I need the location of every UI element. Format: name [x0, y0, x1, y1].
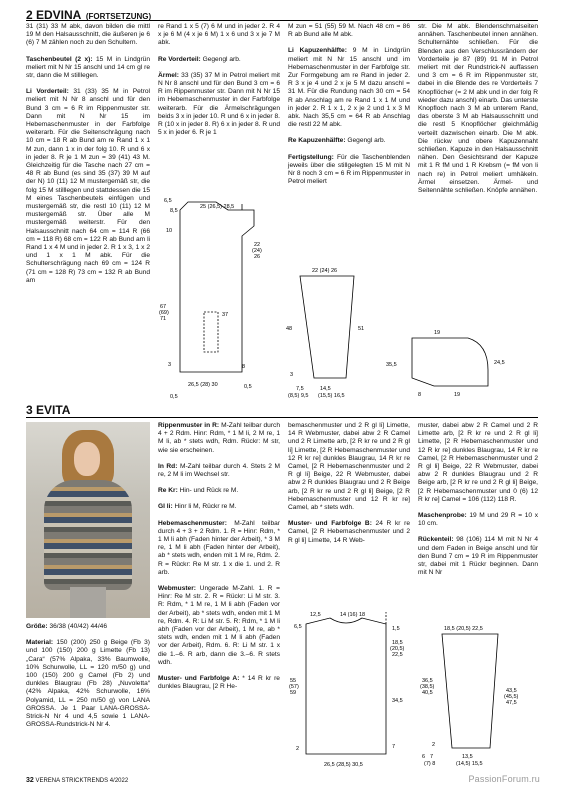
section-title: 2 EDVINA: [26, 8, 82, 22]
paragraph: Re Kr: Hin- und Rück re M.: [158, 487, 239, 495]
svg-text:22 (24) 26: 22 (24) 26: [312, 268, 338, 274]
paragraph: Re Vorderteil: Gegengl arb.: [158, 55, 241, 63]
page-number: 32: [26, 777, 34, 784]
svg-text:(57): (57): [289, 684, 299, 690]
hood-schematic: [384, 320, 534, 400]
model-photo: [26, 422, 150, 618]
edvina-column-1: [26, 23, 150, 293]
svg-text:18,5: 18,5: [392, 640, 403, 646]
paragraph: muster, dabei abw 2 R Camel und 2 R Limette arb, [2 R kr re und 2 R gl li] Limette, [2 R Hebemaschenmuster und 12 R kr re] dunkles Blaugrau, 14 R kr re Camel, [2 R Hebemaschenmuster und 2 R gl li] Beige, 22 R Webmuster, dabei abw 2 R dunkles Blaugrau und 2 R Beige arb, [2 R kr re und 2 R gl li] Beige, [2 R Hebemaschenmuster und 0 (6) 12 R kr re] Camel = 106 (112) 118 R.: [418, 422, 538, 503]
svg-text:19: 19: [454, 392, 461, 398]
paragraph: Maschenprobe: 19 M und 29 R = 10 x 10 cm.: [418, 512, 538, 528]
evita-column-1: [26, 623, 150, 737]
svg-text:(38,5): (38,5): [420, 684, 435, 690]
svg-text:18,5 (20,5) 22,5: 18,5 (20,5) 22,5: [444, 626, 483, 632]
svg-text:37: 37: [222, 312, 229, 318]
svg-text:(8,5) 9,5: (8,5) 9,5: [288, 393, 309, 399]
paragraph: Größe: 36/38 (40/42) 44/46: [26, 623, 108, 630]
svg-text:48: 48: [286, 326, 293, 332]
paragraph: Ärmel: 33 (35) 37 M in Petrol meliert mit N Nr 8 anschl und für den Bund 3 cm = 6 R im Rippenmuster str. Dann mit N Nr 15 im Hebemaschenmuster in der Farbfolge weiterarb. Für die Ärmelschrägungen beids 3 x in jeder 10. R und 6 x in jeder 8. R (10 x in jeder 8. R) 6 x in jeder 8. R und 5 x in jeder 6. R je 1: [158, 71, 280, 137]
svg-text:(45,5): (45,5): [504, 694, 519, 700]
svg-text:43,5: 43,5: [506, 688, 517, 694]
svg-text:(24): (24): [252, 248, 262, 254]
svg-text:26,5 (28) 30: 26,5 (28) 30: [188, 382, 218, 388]
svg-text:1,5: 1,5: [392, 626, 400, 632]
paragraph: Rippenmuster in R: M-Zahl teilbar durch 4 + 2 Rdm. Hinr: Rdm, * 1 M li, 2 M re, 1 M li, ab * stets wdh, Rdm. Rückr: M str, wie sie erscheinen.: [158, 422, 281, 454]
magazine-name: VERENA STRICKTRENDS 4/2022: [33, 778, 129, 784]
paragraph: Li Vorderteil: 31 (33) 35 M in Petrol meliert mit N Nr 8 anschl und für den Bund 3 cm = 6 R im Rippenmuster str. Dann mit N Nr 15 im Hebemaschenmuster in der Farbfolge weiterarb. Für die Seitenschrägung nach 10 cm = 18 R ab Bund am re Rand 1 x 1 M zun, dann 1 x in der folg 10. R und 6 x in jeder 8. R je 1 M zun = 39 (41) 43 M. Gleichzeitig für die Tasche nach 27 cm = 48 R ab Bund (es sind 35 (37) 39 M auf der N) 10 (11) 12 M mustergemäß str, die folg 15 M stilllegen und stattdessen die 15 M eines Taschenbeutels einfügen und mustergemäß str, die restl 10 (11) 12 M mustergemäß str. Über alle M mustergemäß weiterstr. Für den Halsausschnitt nach 64 cm = 114 R (66 cm = 118 R) 68 cm = 122 R ab Bund am li Rand 1 x 4 M und in jeder 2. R 1 x 3, 1 x 2 und 1 x 1 M abk. Für die Schulterschrägung nach 69 cm = 124 R (71 cm = 128 R) 73 cm = 132 R ab Bund am: [26, 88, 150, 284]
svg-text:59: 59: [290, 690, 297, 696]
svg-text:40,5: 40,5: [422, 690, 433, 696]
paragraph: bemaschenmuster und 2 R gl li] Limette, 14 R Webmuster, dabei abw 2 R Camel und 2 R Limette arb, [2 R kr re und 2 R gl li] Limette, [2 R Hebemaschenmuster und 12 R kr re] dunkles Blaugrau, 14 R kr re Camel, [2 R Hebemaschenmuster und 2 R gl li] Beige, 22 R Webmuster, dabei abw 2 R dunkles Blaugrau und 2 R Beige arb, [2 R kr re und 2 R gl li] Beige, [2 R Hebemaschenmuster und 12 R kr re] Camel, ab * stets wdh.: [288, 422, 410, 512]
svg-text:67: 67: [160, 304, 167, 310]
svg-text:71: 71: [160, 316, 167, 322]
paragraph: Hebemaschenmuster: M-Zahl teilbar durch 4 + 3 + 2 Rdm. 1. R = Hinr: Rdm, * 1 M li abh (Faden hinter der Arbeit), * 3 M re, 1 M li abh (Faden hinter der Arbeit), ab * stets wdh, enden mit 1 M re, Rdm. 2. R = Rückr: Re M str. 1 x die 1. und 2. R arb.: [158, 519, 280, 576]
paragraph: Li Kapuzenhälfte: 9 M in Lindgrün meliert mit N Nr 15 anschl und im Hebemaschenmuster in der Farbfolge str. Zur Formgebung am re Rand in jeder 2. R 3 x je 4 und 2 x je 5 M dazu anschl = 31 M. Für die Rundung nach 30 cm = 54 R ab Anschlag am re Rand 1 x 1 M und in jeder 2. R 1 x 1, 2 x je 2 und 1 x 3 M abk. Nach 35,5 cm = 64 R ab Anschlag die restl 22 M abk.: [288, 47, 410, 129]
svg-text:8: 8: [418, 392, 422, 398]
svg-text:0,5: 0,5: [170, 394, 178, 400]
evita-column-4: [418, 422, 538, 585]
svg-text:14,5: 14,5: [320, 386, 331, 392]
svg-text:22: 22: [254, 242, 261, 248]
front-piece-schematic: [158, 196, 272, 400]
svg-text:3: 3: [290, 372, 294, 378]
edvina-column-3: [288, 23, 410, 194]
section-subtitle: (FORTSETZUNG): [85, 12, 152, 21]
edvina-column-4: [418, 23, 538, 203]
edvina-column-2: [158, 23, 280, 145]
sleeve-schematic-top: [284, 262, 384, 400]
svg-text:51: 51: [358, 326, 365, 332]
svg-text:10: 10: [166, 228, 173, 234]
body-schematic: [286, 604, 418, 776]
paragraph: In Rd: M-Zahl teilbar durch 4. Stets 2 M re, 2 M li im Wechsel str.: [158, 462, 280, 479]
svg-text:24,5: 24,5: [494, 360, 505, 366]
svg-text:2: 2: [296, 746, 300, 752]
svg-text:6,5: 6,5: [164, 198, 172, 204]
svg-text:(69): (69): [159, 310, 169, 316]
evita-column-2: [158, 422, 280, 699]
svg-text:0,5: 0,5: [244, 384, 252, 390]
svg-text:26,5 (28,5) 30,5: 26,5 (28,5) 30,5: [324, 762, 363, 768]
sleeve-schematic-bottom: [418, 622, 538, 774]
svg-text:8: 8: [242, 364, 246, 370]
section-header-edvina: [26, 6, 538, 21]
page-footer: [26, 777, 128, 784]
paragraph: Fertigstellung: Für die Taschenblenden jeweils über die stillgelegten 15 M mit N Nr 8 noch 3 cm = 6 R im Rippenmuster in Petrol meliert: [288, 153, 410, 186]
svg-text:26: 26: [254, 254, 261, 260]
svg-text:7,5: 7,5: [296, 386, 304, 392]
svg-text:19: 19: [434, 330, 441, 336]
evita-column-3: [288, 422, 410, 553]
svg-text:35,5: 35,5: [386, 362, 397, 368]
svg-text:7: 7: [430, 754, 434, 760]
svg-text:34,5: 34,5: [392, 698, 403, 704]
svg-text:55: 55: [290, 678, 297, 684]
svg-text:(7) 8: (7) 8: [424, 761, 436, 767]
svg-text:22,5: 22,5: [392, 652, 403, 658]
paragraph: Muster- und Farbfolge A: * 14 R kr re dunkles Blaugrau, [2 R He-: [158, 675, 280, 691]
svg-text:2: 2: [432, 742, 436, 748]
paragraph: Rückenteil: 98 (106) 114 M mit N Nr 4 und dem Faden in Beige anschl und für den Bund 7 cm = 19 R im Rippenmuster str, dabei mit 1 Rückr beginnen. Dann mit N Nr: [418, 536, 538, 577]
svg-text:(20,5): (20,5): [390, 646, 405, 652]
paragraph: Muster- und Farbfolge B: 24 R kr re Camel, [2 R Hebemaschenmuster und 2 R gl li] Limette, 14 R Web-: [288, 520, 411, 544]
svg-text:8,5: 8,5: [170, 208, 178, 214]
paragraph: Re Kapuzenhälfte: Gegengl arb.: [288, 137, 386, 145]
svg-text:7: 7: [392, 744, 396, 750]
svg-text:36,5: 36,5: [422, 678, 433, 684]
svg-text:47,5: 47,5: [506, 700, 517, 706]
paragraph: str. Die M abk. Blendenschmalseiten annähen. Taschenbeutel innen annähen. Schulternähte schließen. Für die Blenden aus den Verschlussrändern der Vorderteile je 87 (89) 91 M in Petrol meliert mit der Rundstrick-N auffassen und 3 cm = 6 R im Rippenmuster str, dabei in die Blende des re Vorderteils 7 Knopflöcher (= 2 M abk und in der folg R wieder dazu anschl) einarb. Das unterste Knopfloch nach 3 M ab unterem Rand, das oberste 3 M ab Halsausschnitt und die restl 5 Knopflöcher gleichmäßig verteilt dazwischen einarb. Die M abk. Die rückw und obere Kapuzennaht schließen. Kapuze in den Halsausschnitt nähen. Den Gesichtsrand der Kapuze mit 1 R fM und 1 R Krebsm (= fM von li nach re) in Petrol meliert umhäkeln. Ärmel einsetzen. Ärmel- und Seitennähte schließen. Knöpfe annähen.: [418, 23, 538, 195]
svg-text:12,5: 12,5: [310, 612, 321, 618]
svg-text:(15,5) 16,5: (15,5) 16,5: [318, 393, 345, 399]
section-header-evita: [26, 403, 538, 418]
paragraph: Gl li: Hinr li M, Rückr re M.: [158, 503, 237, 511]
paragraph: 31 (31) 33 M abk, davon bilden die mittl 19 M den Halsausschnitt, die äußeren je 6 (6) 7 M zählen noch zu den Schultern.: [26, 23, 150, 47]
paragraph: Taschenbeutel (2 x): 15 M in Lindgrün meliert mit N Nr 15 anschl und 14 cm gl re str, dann die M stilllegen.: [26, 55, 151, 80]
svg-text:6: 6: [422, 754, 426, 760]
paragraph: re Rand 1 x 5 (7) 6 M und in jeder 2. R 4 x je 6 M (4 x je 6 M) 1 x 6 und 3 x je 7 M abk.: [158, 23, 280, 47]
svg-text:3: 3: [168, 362, 172, 368]
svg-text:13,5: 13,5: [462, 754, 473, 760]
paragraph: Webmuster: Ungerade M-Zahl. 1. R = Hinr: Re M str. 2. R = Rückr: Li M str. 3. R: Rdm, * 1 M re, 1 M li abh (Faden vor der Arbeit), ab * stets wdh, enden mit 1 M re, Rdm. 4. R: Li M str. 5. R: Rdm, * 1 M li abh (Faden vor der Arbeit), 1 M re, ab * stets wdh, enden mit 1 M li abh (Faden vor der Arbeit), Rdm. 6. R: Li M str. 1 x die 1.–6. R arb, dann die 3.–6. R stets wdh.: [158, 585, 280, 666]
svg-text:14 (16) 18: 14 (16) 18: [340, 612, 366, 618]
svg-text:25 (26,5) 28,5: 25 (26,5) 28,5: [200, 204, 235, 210]
svg-text:6,5: 6,5: [294, 624, 302, 630]
section-title: 3 EVITA: [26, 403, 71, 417]
svg-text:(14,5) 15,5: (14,5) 15,5: [456, 761, 483, 767]
paragraph: M zun = 51 (55) 59 M. Nach 48 cm = 86 R ab Bund alle M abk.: [288, 23, 410, 39]
paragraph: Material: 150 (200) 250 g Beige (Fb 3) und 100 (150) 200 g Limette (Fb 13) „Cara“ (57% Alpaka, 33% Baumwolle, 10% Schurwolle, LL = 120 m/50 g) und 100 (150) 200 g Camel (Fb 2) und dunkles Blaugrau (Fb 28) „Nuvoletta“ (42% Alpaka, 42% Schurwolle, 16% Polyamid, LL = 250 m/50 g) von LANA GROSSA. Je 1 Paar LANA-GROSSA-Strick-N Nr 4 und 4,5 sowie 1 LANA-GROSSA-Rundstrick-N Nr 4.: [26, 639, 150, 729]
watermark: PassionForum.ru: [468, 774, 540, 784]
